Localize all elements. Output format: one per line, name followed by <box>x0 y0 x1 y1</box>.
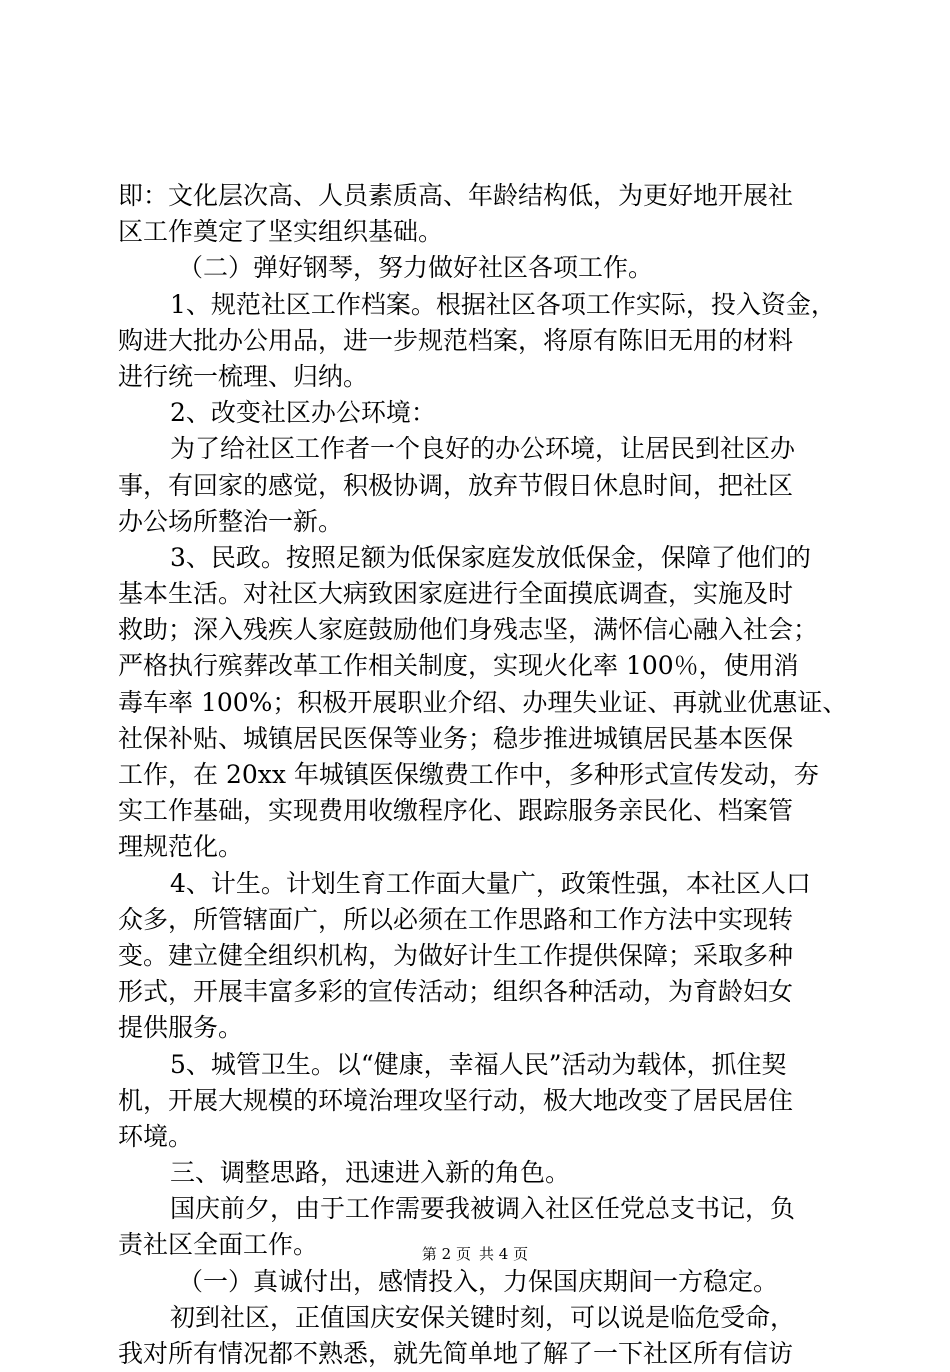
text-line: 机，开展大规模的环境治理攻坚行动，极大地改变了居民居住 <box>118 1085 794 1115</box>
text-line: 区工作奠定了坚实组织基础。 <box>118 217 444 247</box>
page-footer <box>0 1244 950 1264</box>
text-line: 救助；深入残疾人家庭鼓励他们身残志坚，满怀信心融入社会； <box>118 615 819 645</box>
text-line: 初到社区，正值国庆安保关键时刻，可以说是临危受命， <box>170 1302 796 1332</box>
section-heading: （二）弹好钢琴，努力做好社区各项工作。 <box>178 253 654 283</box>
text-line: 责社区全面工作。 <box>118 1230 319 1260</box>
text-line: 我对所有情况都不熟悉，就先简单地了解了一下社区所有信访 <box>118 1339 794 1368</box>
text-line: 购进大批办公用品，进一步规范档案，将原有陈旧无用的材料 <box>118 325 794 355</box>
text-line: 众多，所管辖面广，所以必须在工作思路和工作方法中实现转 <box>118 904 794 934</box>
text-line: 毒车率 100%；积极开展职业介绍、办理失业证、再就业优惠证、 <box>118 687 848 717</box>
text-line: 2、改变社区办公环境： <box>170 398 436 428</box>
text-line: 严格执行殡葬改革工作相关制度，实现火化率 100％，使用消 <box>118 651 799 681</box>
document-body <box>118 178 848 1372</box>
text-line: 工作，在 20xx 年城镇医保缴费工作中，多种形式宣传发动，夯 <box>118 760 819 789</box>
text-line: 基本生活。对社区大病致困家庭进行全面摸底调查，实施及时 <box>118 579 794 609</box>
section-heading: （一）真诚付出，感情投入，力保国庆期间一方稳定。 <box>178 1266 779 1296</box>
text-line: 变。建立健全组织机构，为做好计生工作提供保障；采取多种 <box>118 940 794 970</box>
text-line: 事，有回家的感觉，积极协调，放弃节假日休息时间，把社区 <box>118 470 794 500</box>
text-line: 国庆前夕，由于工作需要我被调入社区任党总支书记，负 <box>170 1194 796 1224</box>
page-number: 第 2 页 <box>421 1245 471 1263</box>
text-line: 为了给社区工作者一个良好的办公环境，让居民到社区办 <box>170 434 796 464</box>
text-line: 环境。 <box>118 1121 194 1151</box>
text-line: 即：文化层次高、人员素质高、年龄结构低，为更好地开展社 <box>118 181 794 210</box>
text-line: 5、城管卫生。以“健康，幸福人民”活动为载体，抓住契 <box>170 1049 787 1079</box>
section-heading: 三、调整思路，迅速进入新的角色。 <box>170 1158 571 1188</box>
text-line: 形式，开展丰富多彩的宣传活动；组织各种活动，为育龄妇女 <box>118 977 794 1007</box>
page-total: 共 4 页 <box>479 1245 529 1263</box>
text-line: 1、规范社区工作档案。根据社区各项工作实际，投入资金， <box>170 289 836 319</box>
text-line: 办公场所整治一新。 <box>118 506 344 536</box>
text-line: 社保补贴、城镇居民医保等业务；稳步推进城镇居民基本医保 <box>118 723 794 753</box>
text-line: 4、计生。计划生育工作面大量广，政策性强，本社区人口 <box>170 868 811 898</box>
text-line: 实工作基础，实现费用收缴程序化、跟踪服务亲民化、档案管 <box>118 796 794 826</box>
text-line: 理规范化。 <box>118 832 244 862</box>
text-line: 提供服务。 <box>118 1013 244 1043</box>
text-line: 3、民政。按照足额为低保家庭发放低保金，保障了他们的 <box>170 542 811 572</box>
text-line: 进行统一梳理、归纳。 <box>118 361 369 391</box>
